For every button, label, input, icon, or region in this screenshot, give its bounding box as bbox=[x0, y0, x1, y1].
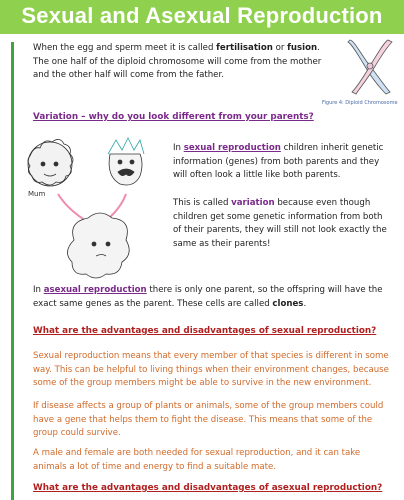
mum-drawing bbox=[28, 139, 73, 186]
term-clones: clones bbox=[272, 298, 304, 309]
term-fusion: fusion bbox=[287, 43, 318, 53]
sexual-adv-paragraph-3: A male and female are both needed for sexual reproduction, and it can take animals a lot of time and energy to find a suitable mate. bbox=[33, 448, 361, 472]
var-p1-a: In bbox=[173, 143, 184, 153]
figure-caption: Figure 4: Diploid Chromosome bbox=[322, 100, 398, 106]
chromosome-illustration bbox=[340, 36, 400, 96]
term-fertilisation: fertilisation bbox=[216, 43, 273, 53]
variation-paragraph-2 bbox=[173, 197, 387, 251]
intro-text-a: When the egg and sperm meet it is called bbox=[33, 43, 217, 53]
term-sexual-reproduction: sexual reproduction bbox=[183, 143, 281, 153]
intro-text-b: or bbox=[272, 43, 288, 53]
asexual-paragraph bbox=[33, 284, 393, 311]
variation-heading: Variation – why do you look different from your parents? bbox=[33, 112, 314, 122]
left-margin-bar bbox=[11, 42, 14, 500]
sexual-adv-paragraph-2: If disease affects a group of plants or animals, some of the group members could have a gene that helps them to fight the disease. This means that some of the group could survive. bbox=[33, 401, 384, 439]
title-banner bbox=[0, 0, 404, 34]
variation-paragraph-1 bbox=[173, 142, 387, 183]
var-p2-a: This is called bbox=[173, 198, 232, 208]
dad-drawing bbox=[108, 138, 144, 185]
var-p1-b: children inherit genetic information (genes) from both parents and they will often look a little like both parents. bbox=[173, 143, 384, 181]
sexual-adv-heading: What are the advantages and disadvantages of sexual reproduction? bbox=[33, 326, 377, 336]
mum-label: Mum bbox=[28, 190, 46, 198]
arrow-mum bbox=[58, 194, 88, 222]
asexual-b: there is only one parent, so the offspring will have the exact same genes as the parent. These cells are called bbox=[33, 285, 383, 309]
page-title: Sexual and Asexual Reproduction bbox=[21, 3, 383, 28]
sexual-adv-paragraph-1: Sexual reproduction means that every member of that species is different in some way. This can be helpful to living things when their environment changes, because some of the group members might be able to survive in the new environment. bbox=[33, 351, 389, 389]
asexual-c: . bbox=[303, 298, 307, 309]
child-drawing bbox=[67, 213, 129, 278]
var-p2-b: because even though children get some genetic information from both of their parents, they will still not look exactly the same as their parents! bbox=[173, 198, 387, 249]
term-asexual-reproduction: asexual reproduction bbox=[43, 285, 147, 295]
asexual-a: In bbox=[33, 285, 44, 295]
intro-paragraph bbox=[33, 42, 333, 83]
term-variation: variation bbox=[231, 198, 275, 208]
asexual-adv-heading: What are the advantages and disadvantages of asexual reproduction? bbox=[33, 483, 383, 493]
intro-text-c: . The one half of the diploid chromosome will come from the mother and the other half will come from the father. bbox=[33, 43, 322, 81]
family-illustration bbox=[22, 130, 162, 280]
